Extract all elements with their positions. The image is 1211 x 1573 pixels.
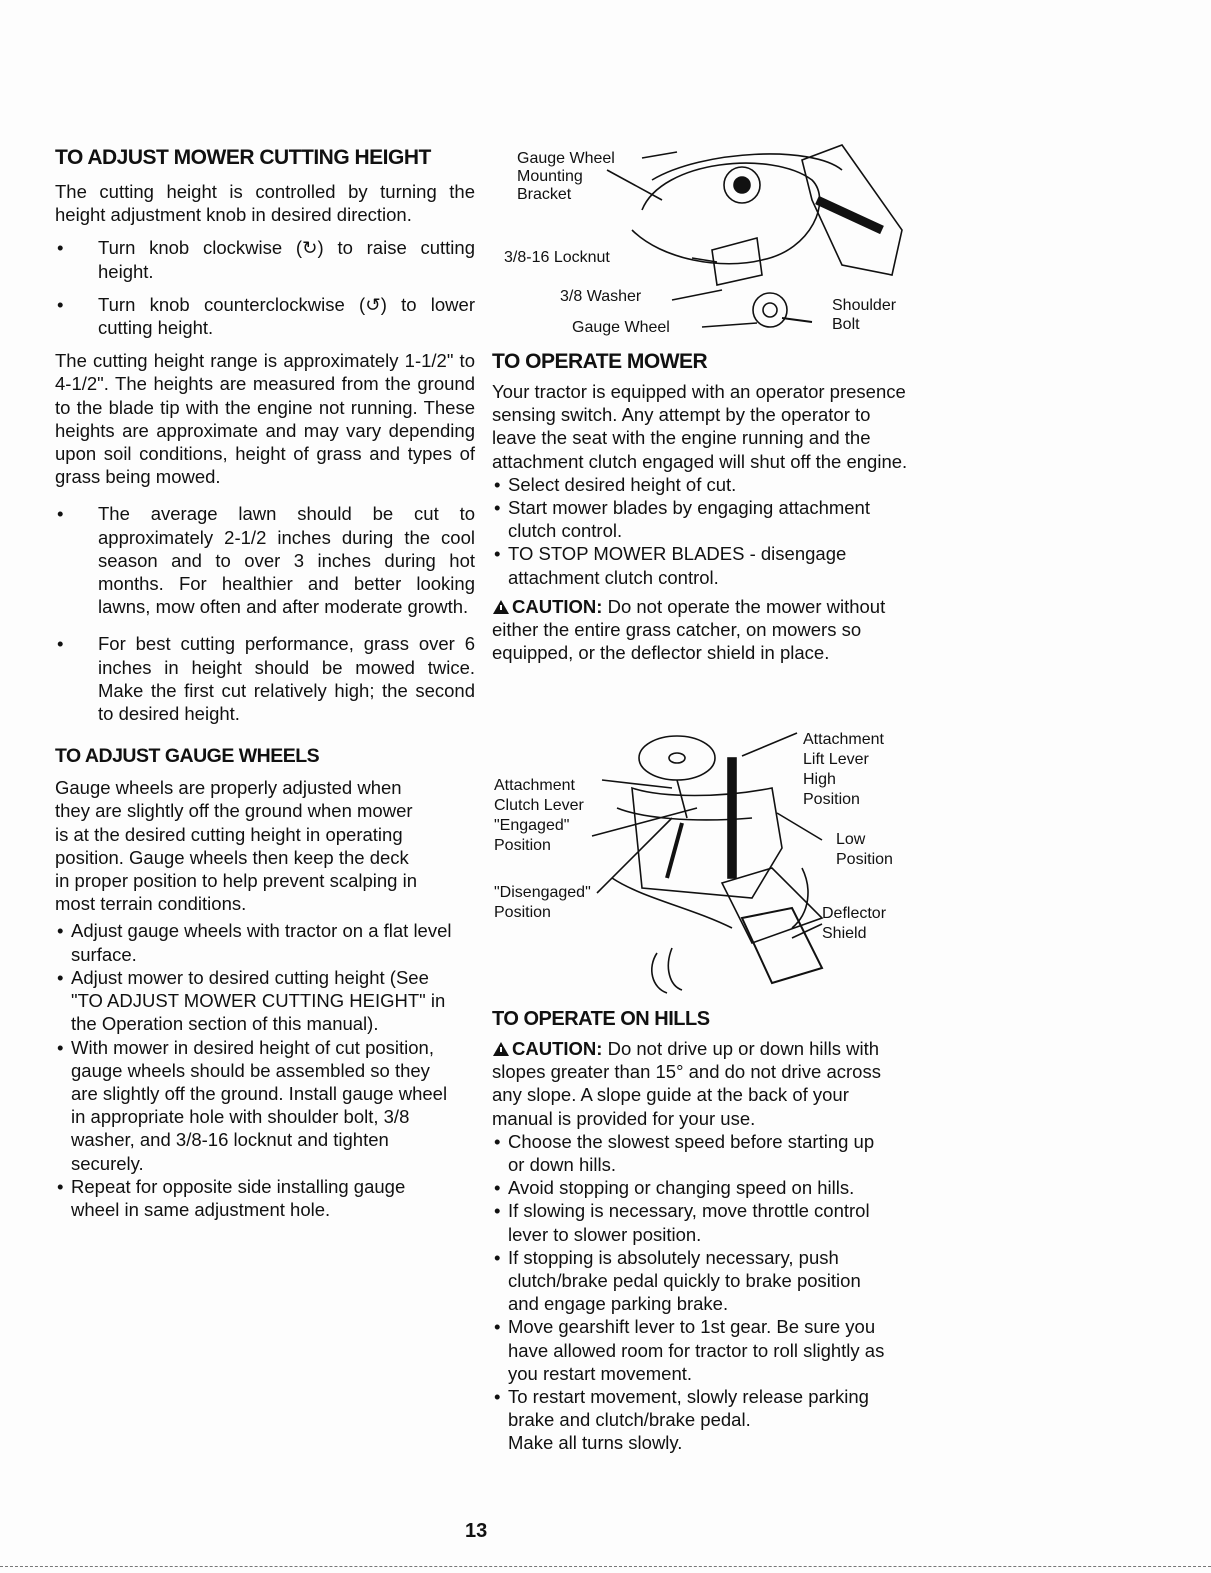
- last-line: Make all turns slowly.: [508, 1432, 683, 1454]
- gauge-wheels-list: [55, 919, 455, 1221]
- list-item: • Move gearshift lever to 1st gear. Be sure you have allowed room for tractor to roll slightly as you restart movement.: [492, 1315, 892, 1385]
- operate-mower-list: [492, 473, 912, 589]
- list-item: • Start mower blades by engaging attachment clutch control.: [492, 496, 912, 542]
- mounting-bracket-label: Gauge Wheel Mounting Bracket: [517, 150, 615, 203]
- high-position-label: High Position: [803, 771, 860, 808]
- clutch-lever-engaged-label: Attachment Clutch Lever "Engaged" Position: [494, 777, 584, 854]
- right-column-bottom: [492, 1008, 912, 1455]
- list-item: • Turn knob clockwise (↻) to raise cutting height.: [55, 236, 475, 282]
- low-position-label: Low Position: [836, 831, 893, 868]
- list-item: • Adjust gauge wheels with tractor on a flat level surface.: [55, 919, 455, 965]
- operate-hills-heading: TO OPERATE ON HILLS: [492, 1008, 710, 1030]
- cutting-height-heading: TO ADJUST MOWER CUTTING HEIGHT: [55, 146, 431, 169]
- list-item: • With mower in desired height of cut position, gauge wheels should be assembled so they are slightly off the ground. Install gauge wheel in appropriate hole with shoulder bolt, 3/8 washer, and 3/8-16 locknut and tighten securely.: [55, 1036, 455, 1175]
- locknut-label: 3/8-16 Locknut: [504, 249, 610, 266]
- operate-mower-intro: Your tractor is equipped with an operator presence sensing switch. Any attempt by the operator to leave the seat with the engine running and the attachment clutch engaged will shut off the engine.: [492, 381, 908, 472]
- attachment-lever-figure: [492, 728, 912, 1008]
- cutting-height-intro: The cutting height is controlled by turning the height adjustment knob in desired direction.: [55, 181, 475, 226]
- shoulder-bolt-label: Shoulder Bolt: [832, 297, 897, 333]
- list-item: • Avoid stopping or changing speed on hills.: [492, 1176, 892, 1199]
- operate-mower-heading: TO OPERATE MOWER: [492, 350, 708, 373]
- deflector-shield-label: Deflector Shield: [822, 905, 887, 942]
- list-item: • Choose the slowest speed before starting up or down hills.: [492, 1130, 892, 1176]
- list-item: • The average lawn should be cut to approximately 2-1/2 inches during the cool season and to over 3 inches during hot months. For healthier and better looking lawns, mow often and after moderate growth.: [55, 502, 475, 618]
- list-item: • Repeat for opposite side installing gauge wheel in same adjustment hole.: [55, 1175, 455, 1221]
- list-item: • TO STOP MOWER BLADES - disengage attachment clutch control.: [492, 542, 912, 588]
- list-item: • To restart movement, slowly release parking brake and clutch/brake pedal.: [492, 1385, 892, 1431]
- list-item: • Select desired height of cut.: [492, 473, 912, 496]
- list-item: • If slowing is necessary, move throttle control lever to slower position.: [492, 1199, 892, 1245]
- list-item: • Turn knob counterclockwise (↺) to lower cutting height.: [55, 293, 475, 339]
- disengaged-position-label: "Disengaged" Position: [494, 884, 591, 921]
- operate-caution: CAUTION: Do not operate the mower without either the entire grass catcher, on mowers so equipped, or the deflector shield in place.: [492, 595, 886, 664]
- left-column: [55, 0, 475, 1221]
- right-column-top: [492, 350, 912, 664]
- gauge-wheel-label: Gauge Wheel: [572, 319, 670, 336]
- lift-lever-label: Attachment Lift Lever: [803, 731, 884, 768]
- hills-caution: CAUTION: Do not drive up or down hills with slopes greater than 15° and do not drive across any slope. A slope guide at the back of your manual is provided for your use.: [492, 1038, 881, 1129]
- list-item: • Adjust mower to desired cutting height (See "TO ADJUST MOWER CUTTING HEIGHT" in the Operation section of this manual).: [55, 966, 455, 1036]
- gauge-wheels-heading: TO ADJUST GAUGE WHEELS: [55, 745, 320, 768]
- cutting-tips-list: [55, 502, 475, 725]
- warning-triangle-icon: [492, 1041, 510, 1057]
- list-item: • For best cutting performance, grass over 6 inches in height should be mowed twice. Make the first cut relatively high; the second to desired height.: [55, 632, 475, 725]
- page-number: 13: [465, 1520, 488, 1542]
- cutting-range-text: The cutting height range is approximately 1-1/2" to 4-1/2". The heights are measured from the ground to the blade tip with the engine not running. These heights are approximate and may vary depending upon soil conditions, height of grass and types of grass being mowed.: [55, 350, 475, 488]
- warning-triangle-icon: [492, 599, 510, 615]
- gauge-wheel-figure: [504, 140, 922, 340]
- hills-list: [492, 1130, 892, 1432]
- bottom-divider: [0, 1566, 1211, 1567]
- washer-label: 3/8 Washer: [560, 288, 642, 305]
- list-item: • If stopping is absolutely necessary, push clutch/brake pedal quickly to brake position and engage parking brake.: [492, 1246, 892, 1316]
- gauge-wheels-intro: Gauge wheels are properly adjusted when they are slightly off the ground when mower is at the desired cutting height in operating position. Gauge wheels then keep the deck in proper position to help prevent scalping in most terrain conditions.: [55, 777, 418, 915]
- cutting-knob-list: [55, 236, 475, 339]
